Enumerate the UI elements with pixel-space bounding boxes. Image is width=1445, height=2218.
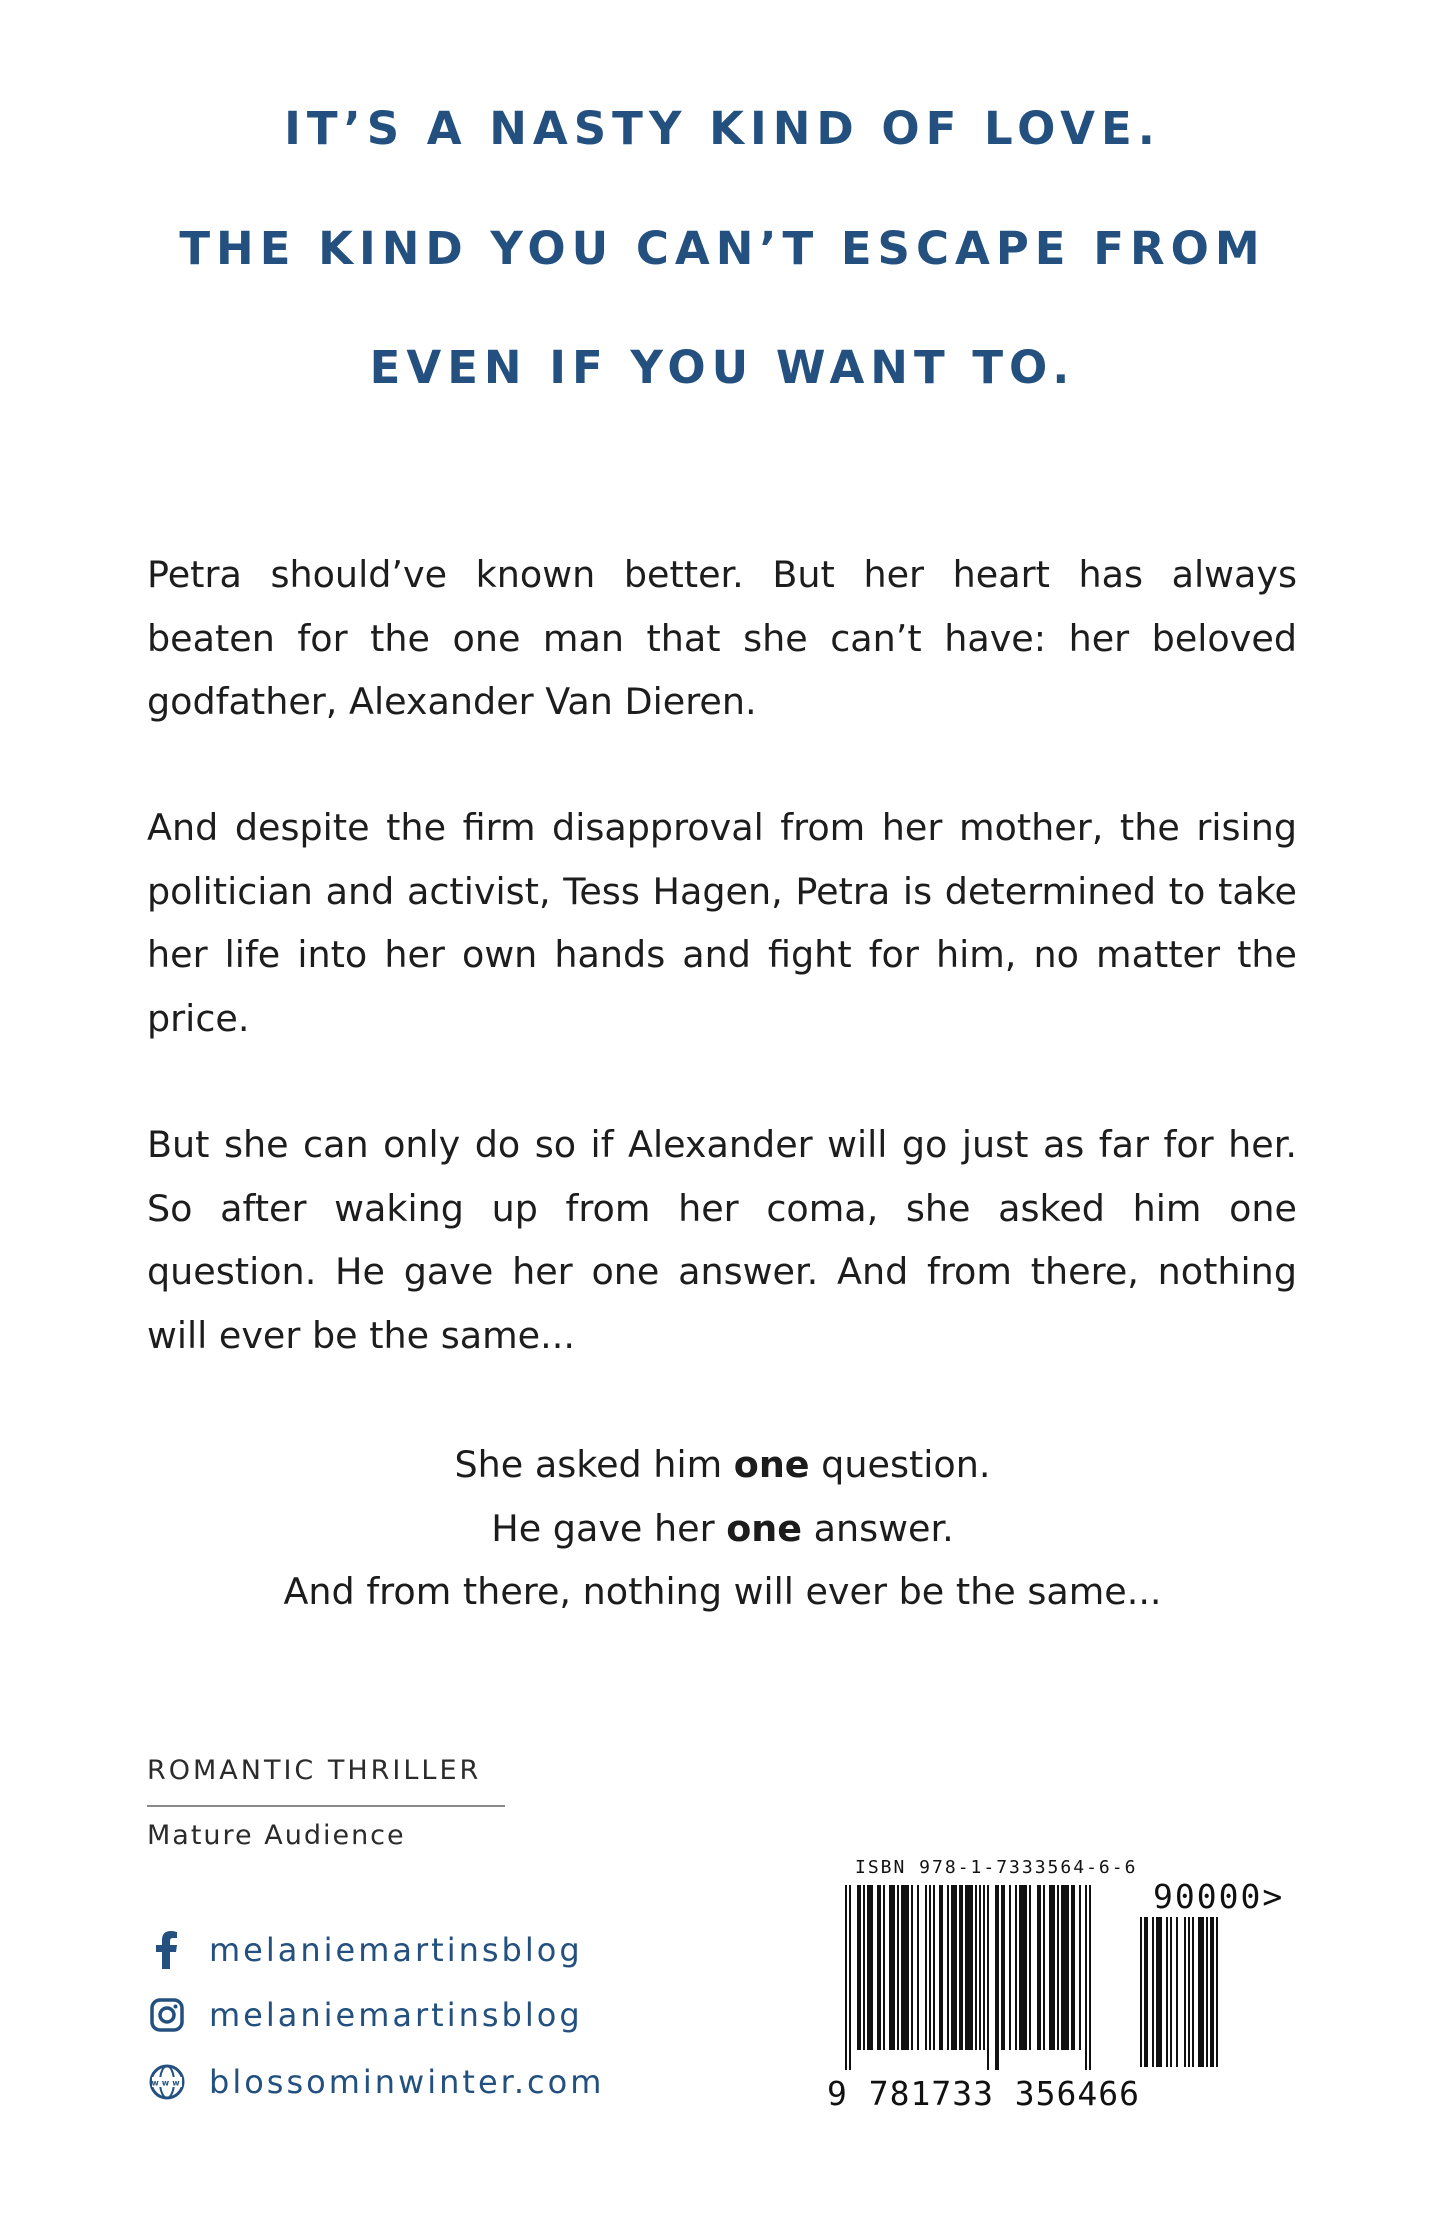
blurb-paragraph-1: Petra should’ve known better. But her heart has always beaten for the one man that she can’t have: her beloved godfather, Alexander Van Dieren. <box>147 553 1297 723</box>
barcode-bar <box>925 1885 927 2050</box>
barcode-bar <box>917 1885 919 2050</box>
instagram-icon <box>147 1995 187 2035</box>
tagline-line-1 <box>0 1433 1445 1497</box>
barcode-digits: 9 781733 356466 <box>827 2074 1141 2113</box>
social-instagram[interactable] <box>147 1993 583 2037</box>
barcode-bar <box>1037 1885 1041 2050</box>
price-barcode <box>1140 1917 1270 2087</box>
website-url[interactable]: blossominwinter.com <box>209 2063 605 2101</box>
barcode-bar <box>901 1885 909 2050</box>
barcode-bar <box>1043 1885 1045 2050</box>
barcode-bar <box>1192 1917 1194 2067</box>
barcode-bar <box>1144 1917 1148 2067</box>
barcode-bar <box>1001 1885 1005 2050</box>
barcode-bar <box>1049 1885 1055 2050</box>
barcode-bar <box>987 1885 989 2070</box>
globe-icon <box>147 2062 187 2102</box>
tagline-emphasis: one <box>733 1443 810 1486</box>
tagline-text: She asked him <box>454 1443 734 1486</box>
barcode-bar <box>1140 1917 1142 2067</box>
barcode-bar <box>1029 1885 1031 2050</box>
barcode-bar <box>1061 1885 1069 2050</box>
barcode-bar <box>1019 1885 1027 2050</box>
barcode-bar <box>979 1885 981 2050</box>
barcode-bar <box>1184 1917 1186 2067</box>
barcode-bar <box>1071 1885 1075 2050</box>
headline-line-2: THE KIND YOU CAN’T ESCAPE FROM <box>179 222 1266 275</box>
barcode-bar <box>1152 1917 1154 2067</box>
barcode-bar <box>867 1885 873 2050</box>
blurb-paragraph-3: But she can only do so if Alexander will go just as far for her. So after waking up from her coma, she asked him one question. He gave her one answer. And from there, nothing will ever be the same... <box>147 1123 1297 1357</box>
headline-line-3: EVEN IF YOU WANT TO. <box>369 341 1076 394</box>
tagline-text: question. <box>809 1443 991 1486</box>
barcode-bar <box>1188 1917 1190 2067</box>
barcode-bar <box>939 1885 943 2050</box>
isbn-label: ISBN 978-1-7333564-6-6 <box>855 1857 1138 1878</box>
barcode-bar <box>889 1885 895 2050</box>
tagline <box>0 1433 1445 1624</box>
audience-label: Mature Audience <box>147 1820 406 1851</box>
barcode-bar <box>857 1885 861 2050</box>
barcode-bar <box>897 1885 899 2050</box>
tagline-text: He gave her <box>491 1506 727 1550</box>
barcode-bar <box>929 1885 931 2050</box>
barcode-bar <box>1089 1885 1091 2070</box>
barcode-bar <box>1015 1885 1017 2050</box>
barcode-bar <box>911 1885 913 2050</box>
barcode-addon-digits: 90000> <box>1153 1877 1285 1916</box>
barcode-bar <box>1198 1917 1204 2067</box>
barcode-bar <box>1079 1885 1081 2050</box>
barcode-bar <box>1009 1885 1011 2050</box>
barcode-bar <box>959 1885 963 2050</box>
tagline-emphasis: one <box>726 1506 803 1550</box>
barcode-bar <box>1166 1917 1168 2067</box>
barcode-bar <box>933 1885 935 2050</box>
headline-line-1: IT’S A NASTY KIND OF LOVE. <box>284 102 1161 155</box>
tagline-text: answer. <box>802 1506 954 1550</box>
barcode-bar <box>863 1885 865 2050</box>
barcode-bar <box>1156 1917 1162 2067</box>
blurb-paragraph-2: And despite the firm disapproval from her mother, the rising politician and activist, Tess Hagen, Petra is determined to take her life into her own hands and fight for him, no matter the price. <box>147 806 1297 1040</box>
genre-label: ROMANTIC THRILLER <box>147 1755 482 1786</box>
barcode-bar <box>965 1885 973 2050</box>
instagram-handle: melaniemartinsblog <box>209 1996 583 2034</box>
barcode-bar <box>1085 1885 1087 2070</box>
tagline-line-2 <box>0 1497 1445 1561</box>
barcode-bar <box>983 1885 985 2050</box>
barcode-bar <box>849 1885 851 2070</box>
tagline-line-3: And from there, nothing will ever be the same... <box>283 1570 1162 1613</box>
barcode-bar <box>1210 1917 1214 2067</box>
barcode-bar <box>883 1885 885 2050</box>
isbn-barcode <box>845 1885 1115 2075</box>
barcode-bar <box>1216 1917 1218 2067</box>
barcode-bar <box>1206 1917 1208 2067</box>
svg-text:www: www <box>151 2078 183 2088</box>
barcode-bar <box>1176 1917 1178 2067</box>
barcode-bar <box>947 1885 949 2050</box>
genre-divider <box>147 1805 505 1807</box>
barcode-bar <box>877 1885 881 2050</box>
facebook-handle: melaniemartinsblog <box>209 1931 583 1969</box>
facebook-icon <box>147 1930 187 1970</box>
barcode-bar <box>1057 1885 1059 2050</box>
barcode-bar <box>951 1885 957 2050</box>
barcode-bar <box>845 1885 847 2070</box>
barcode-bar <box>975 1885 977 2050</box>
social-website[interactable] <box>147 2060 604 2104</box>
barcode-bar <box>995 1885 999 2070</box>
social-facebook[interactable] <box>147 1928 583 1972</box>
barcode-bar <box>1170 1917 1172 2067</box>
